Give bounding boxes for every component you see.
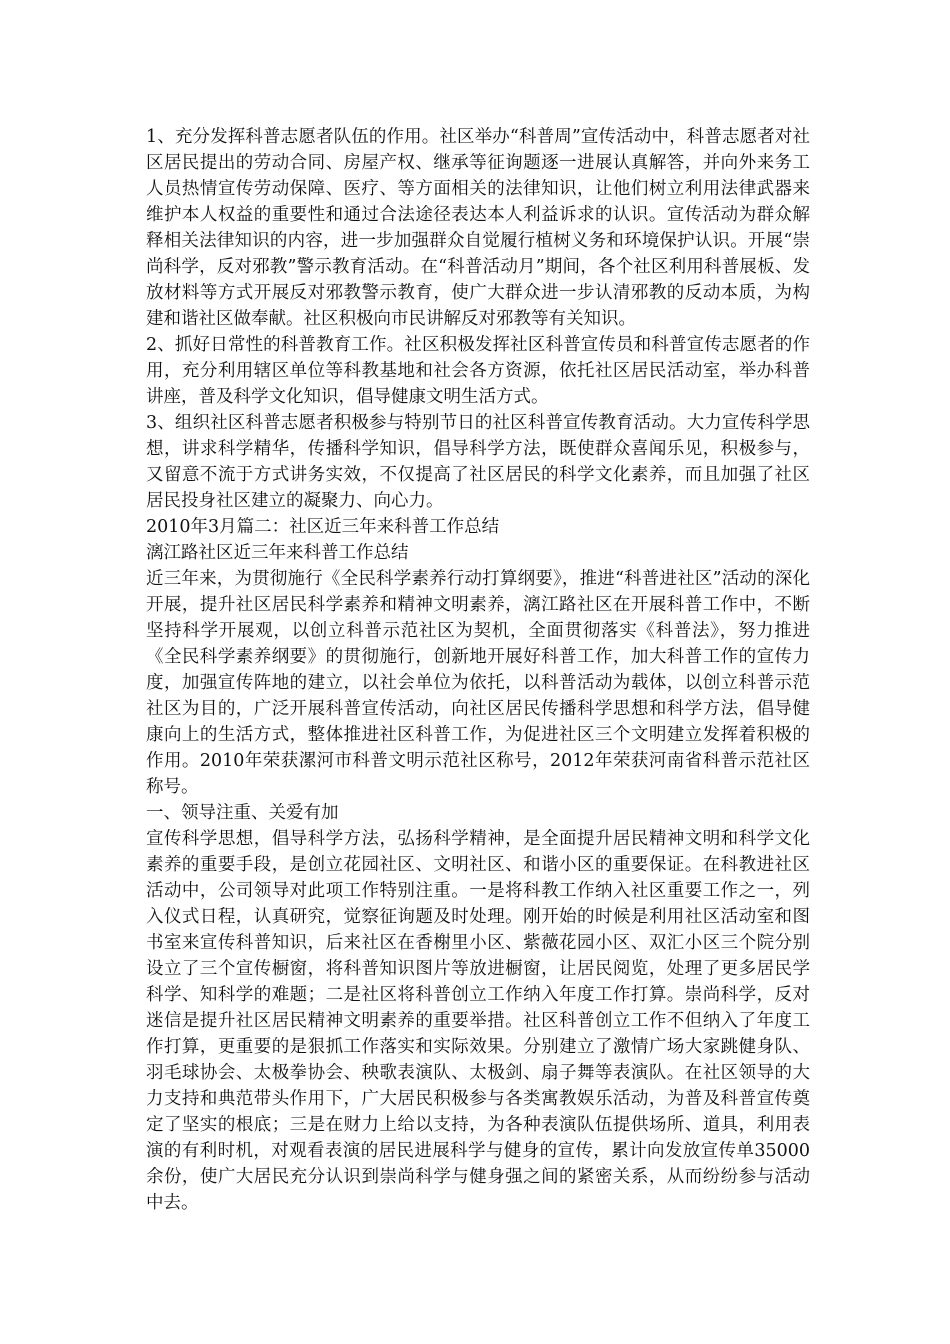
paragraph-holiday-activities: 3、组织社区科普志愿者积极参与特别节日的社区科普宣传教育活动。大力宣传科学思想，讲求科学精华，传播科学知识，倡导科学方法，既使群众喜闻乐见，积极参与，又留意不流于方式讲务实效，不仅提高了社区居民的科学文化素养，而且加强了社区居民投身社区建立的凝聚力、向心力。 [146, 413, 810, 511]
document-body [146, 124, 810, 1216]
paragraph-leadership-details: 宣传科学思想，倡导科学方法，弘扬科学精神，是全面提升居民精神文明和科学文化素养的重要手段，是创立花园社区、文明社区、和谐小区的重要保证。在科教进社区活动中，公司领导对此项工作特别注重。一是将科教工作纳入社区重要工作之一，列入仪式日程，认真研究，觉察征询题及时处理。刚开始的时候是利用社区活动室和图书室来宣传科普知识，后来社区在香榭里小区、紫薇花园小区、双汇小区三个院分别设立了三个宣传橱窗，将科普知识图片等放进橱窗，让居民阅览，处理了更多居民学科学、知科学的难题；二是社区将科普创立工作纳入年度工作打算。崇尚科学，反对迷信是提升社区居民精神文明素养的重要举措。社区科普创立工作不但纳入了年度工作打算，更重要的是狠抓工作落实和实际效果。分别建立了激情广场大家跳健身队、羽毛球协会、太极拳协会、秧歌表演队、太极剑、扇子舞等表演队。在社区领导的大力支持和典范带头作用下，广大居民积极参与各类寓教娱乐活动，为普及科普宣传奠定了坚实的根底；三是在财力上给以支持，为各种表演队伍提供场所、道具，利用表演的有利时机，对观看表演的居民进展科学与健身的宣传，累计向发放宣传单35000余份，使广大居民充分认识到崇尚科学与健身强之间的紧密关系，从而纷纷参与活动中去。 [146, 829, 810, 1213]
paragraph-report-title: 漓江路社区近三年来科普工作总结 [146, 543, 409, 563]
paragraph-daily-education: 2、抓好日常性的科普教育工作。社区积极发挥社区科普宣传员和科普宣传志愿者的作用，充分利用辖区单位等科教基地和社会各方资源，依托社区居民活动室，举办科普讲座，普及科学文化知识，倡导健康文明生活方式。 [146, 335, 810, 407]
paragraph-date-section-title: 2010年3月篇二：社区近三年来科普工作总结 [146, 517, 500, 537]
section-heading-leadership: 一、领导注重、关爱有加 [146, 803, 339, 823]
paragraph-volunteer-role: 1、充分发挥科普志愿者队伍的作用。社区举办“科普周”宣传活动中，科普志愿者对社区居民提出的劳动合同、房屋产权、继承等征询题逐一进展认真解答，并向外来务工人员热情宣传劳动保障、医疗、等方面相关的法律知识，让他们树立利用法律武器来维护本人权益的重要性和通过合法途径表达本人利益诉求的认识。宣传活动为群众解释相关法律知识的内容，进一步加强群众自觉履行植树义务和环境保护认识。开展“崇尚科学，反对邪教”警示教育活动。在“科普活动月”期间，各个社区利用科普展板、发放材料等方式开展反对邪教警示教育，使广大群众进一步认清邪教的反动本质，为构建和谐社区做奉献。社区积极向市民讲解反对邪教等有关知识。 [146, 127, 810, 329]
paragraph-intro: 近三年来，为贯彻施行《全民科学素养行动打算纲要》，推进“科普进社区”活动的深化开展，提升社区居民科学素养和精神文明素养，漓江路社区在开展科普工作中，不断坚持科学开展观，以创立科普示范社区为契机，全面贯彻落实《科普法》，努力推进《全民科学素养纲要》的贯彻施行，创新地开展好科普工作，加大科普工作的宣传力度，加强宣传阵地的建立，以社会单位为依托，以科普活动为载体，以创立科普示范社区为目的，广泛开展科普宣传活动，向社区居民传播科学思想和科学方法，倡导健康向上的生活方式，整体推进社区科普工作，为促进社区三个文明建立发挥着积极的作用。2010年荣获漯河市科普文明示范社区称号，2012年荣获河南省科普示范社区称号。 [146, 569, 810, 797]
